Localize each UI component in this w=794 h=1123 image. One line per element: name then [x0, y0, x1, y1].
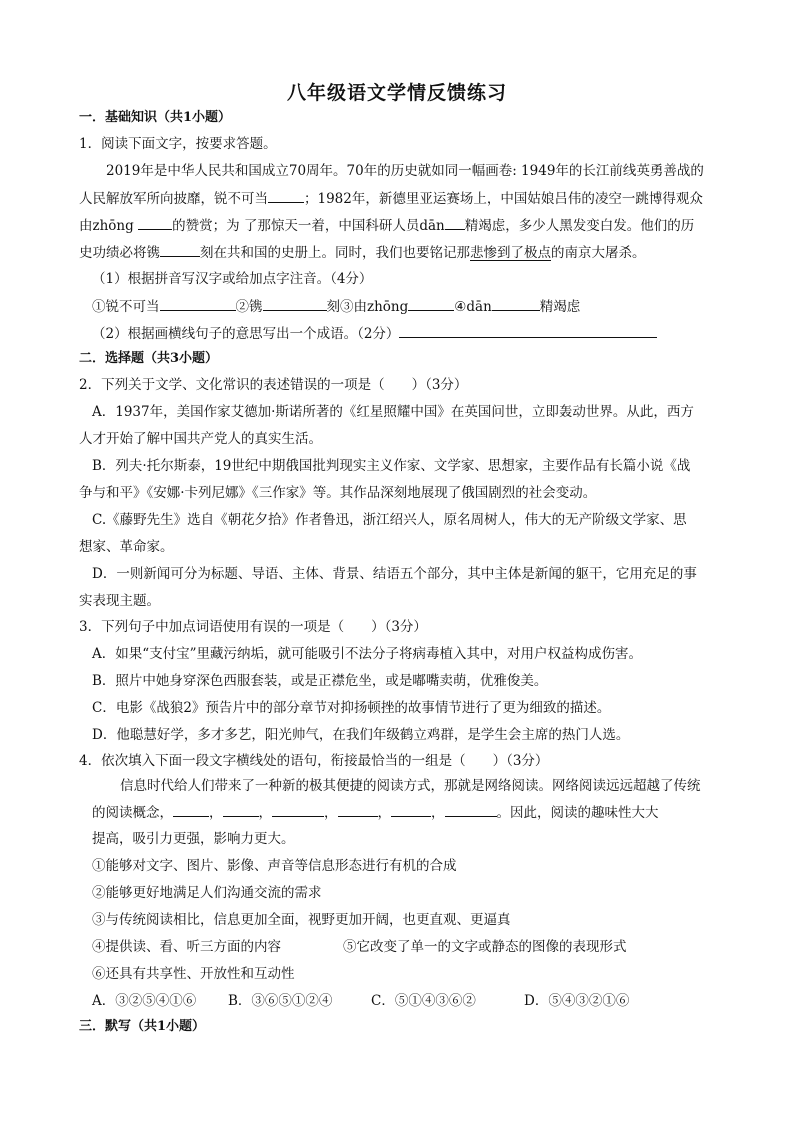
answer-blank[interactable] [138, 215, 172, 230]
option-d[interactable]: D．他聪慧好学，多才多艺，阳光帅气，在我们年级鹤立鸡群，是学生会主席的热门人选。 [92, 727, 630, 743]
passage-text: 刻在共和国的史册上。同时，我们也要铭记那 [200, 245, 470, 261]
option-a[interactable]: A．如果“支付宝”里藏污纳垢，就可能吸引不法分子将病毒植入其中，对用户权益构成伤害。 [92, 646, 643, 662]
passage-line [79, 188, 703, 209]
section-heading: 三．默写（共1小题） [79, 1019, 206, 1034]
option-item: 精竭虑 [539, 299, 581, 315]
answer-blank[interactable] [338, 802, 378, 817]
separator: ， [377, 805, 391, 821]
separator: ， [258, 805, 272, 821]
passage-text: 的南京大屠杀。 [551, 245, 646, 261]
answer-blank[interactable] [492, 296, 540, 311]
option-item: ②镌 [235, 299, 263, 315]
sub-question-text: （2）根据画横线句子的意思写出一个成语。（2分） [92, 326, 400, 342]
passage-line: 2019年是中华人民共和国成立70周年。70年的历史就如同一幅画卷: 1949年的长江前线英勇善战的 [106, 163, 704, 179]
passage-text: 人民解放军所向披靡，锐不可当 [79, 191, 268, 207]
passage-line: 信息时代给人们带来了一种新的极其便捷的阅读方式，那就是网络阅读。网络阅读远远超越了传统 [120, 778, 701, 794]
option-a-cont: 人才开始了解中国共产党人的真实生活。 [79, 431, 322, 447]
page-title: 八年级语文学情反馈练习 [286, 82, 507, 104]
answer-blank[interactable] [173, 802, 209, 817]
answer-blank[interactable] [268, 188, 304, 203]
passage-text: 的阅读概念， [92, 805, 173, 821]
option-a[interactable]: A．③②⑤④①⑥ [92, 993, 197, 1009]
answer-blank[interactable] [160, 296, 236, 311]
option-item: 刻 [326, 299, 340, 315]
option-b[interactable]: B．照片中她身穿深色西服套装，或是正襟危坐，或是嘟嘴卖萌，优雅俊美。 [92, 673, 548, 689]
answer-blank[interactable] [223, 802, 259, 817]
section-heading: 一．基础知识（共1小题） [79, 110, 232, 125]
passage-text: ；1982年，新德里亚运赛场上，中国姑娘吕伟的凌空一跳博得观众 [304, 191, 703, 207]
answer-blank[interactable] [391, 802, 431, 817]
answer-blank[interactable] [445, 802, 497, 817]
sub-question [92, 323, 657, 344]
statement-item: ①能够对文字、图片、影像、声音等信息形态进行有机的合成 [92, 858, 457, 874]
statement-item: ⑤它改变了单一的文字或静态的图像的表现形式 [343, 939, 627, 955]
question-stem: 4．依次填入下面一段文字横线处的语句，衔接最恰当的一组是（ ）（3分） [79, 753, 549, 769]
passage-text: 精竭虑，多少人黑发变白发。他们的历 [464, 218, 695, 234]
statement-item: ②能够更好地满足人们沟通交流的需求 [92, 885, 322, 901]
passage-line [79, 215, 694, 236]
separator: ， [324, 805, 338, 821]
passage-line [79, 242, 646, 263]
passage-text: 。因此，阅读的趣味性大大 [496, 805, 659, 821]
option-d-cont: 实表现主题。 [79, 593, 160, 609]
passage-text: 史功绩必将镌 [79, 245, 160, 261]
sub-question-options [92, 296, 580, 317]
sub-question: （1）根据拼音写汉字或给加点字注音。（4分） [92, 271, 373, 287]
option-c-cont: 想家、革命家。 [79, 539, 174, 555]
option-b[interactable]: B．列夫·托尔斯泰，19世纪中期俄国批判现实主义作家、文学家、思想家，主要作品有长篇小说《战 [92, 458, 691, 474]
question-stem: 1．阅读下面文字，按要求答题。 [79, 136, 277, 152]
section-heading: 二．选择题（共3小题） [79, 351, 219, 366]
passage-text: 由zhōng [79, 218, 134, 234]
answer-blank[interactable] [272, 802, 324, 817]
statement-item: ③与传统阅读相比，信息更加全面，视野更加开阔，也更直观、更逼真 [92, 912, 511, 928]
passage-text: 的赞赏；为 了那惊天一着，中国科研人员dān [172, 218, 445, 234]
option-d[interactable]: D．一则新闻可分为标题、导语、主体、背景、结语五个部分，其中主体是新闻的躯干，它用充足的事 [92, 566, 697, 582]
statement-item: ④提供读、看、听三方面的内容 [92, 939, 281, 955]
answer-blank[interactable] [160, 242, 200, 257]
answer-blank[interactable] [263, 296, 327, 311]
statement-item: ⑥还具有共享性、开放性和互动性 [92, 966, 295, 982]
option-c[interactable]: C.《藤野先生》选自《朝花夕拾》作者鲁迅，浙江绍兴人，原名周树人，伟大的无产阶级文学家、思 [92, 512, 687, 528]
answer-blank[interactable] [399, 323, 657, 338]
question-stem: 2．下列关于文学、文化常识的表述错误的一项是（ ）（3分） [79, 377, 468, 393]
option-a[interactable]: A．1937年，美国作家艾德加·斯诺所著的《红星照耀中国》在英国问世，立即轰动世界。从此，西方 [92, 404, 694, 420]
option-item: ③由zhōng [340, 299, 409, 315]
option-c[interactable]: C．⑤①④③⑥② [371, 993, 476, 1009]
option-c[interactable]: C．电影《战狼2》预告片中的部分章节对抑扬顿挫的故事情节进行了更为细致的描述。 [92, 700, 611, 716]
option-b[interactable]: B．③⑥⑤①②④ [228, 993, 333, 1009]
passage-line [92, 802, 659, 823]
passage-line: 提高，吸引力更强，影响力更大。 [92, 831, 295, 847]
option-d[interactable]: D．⑤④③②①⑥ [524, 993, 630, 1009]
option-item: ①锐不可当 [92, 299, 160, 315]
question-stem: 3．下列句子中加点词语使用有误的一项是（ ）（3分） [79, 619, 427, 635]
separator: ， [209, 805, 223, 821]
separator: ， [431, 805, 445, 821]
option-item: ④dān [454, 299, 492, 315]
underlined-sentence: 悲惨到了极点 [470, 245, 551, 261]
answer-blank[interactable] [445, 215, 465, 230]
answer-blank[interactable] [408, 296, 454, 311]
option-b-cont: 争与和平》《安娜·卡列尼娜》《三作家》等。其作品深刻地展现了俄国剧烈的社会变动。 [79, 485, 597, 501]
